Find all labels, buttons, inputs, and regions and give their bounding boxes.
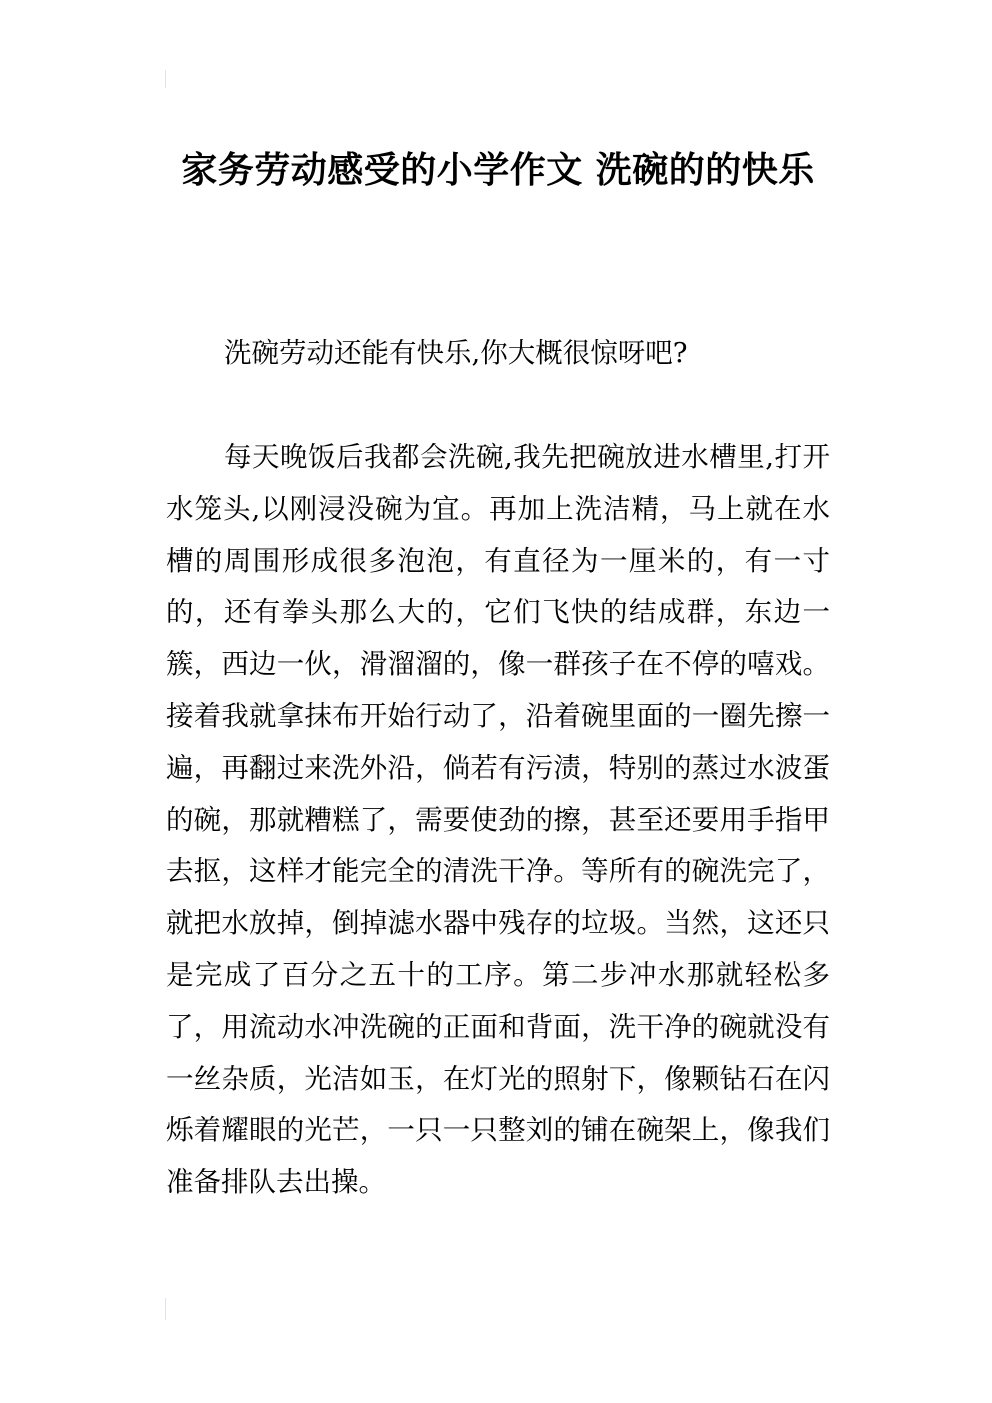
document-title: 家务劳动感受的小学作文 洗碗的的快乐 [181,150,815,192]
paragraph-intro: 洗碗劳动还能有快乐,你大概很惊呀吧? [224,337,688,369]
page-margin-mark-top [165,70,166,88]
paragraph-body: 每天晚饭后我都会洗碗,我先把碗放进水槽里,打开水笼头,以刚浸没碗为宜。再加上洗洁精，马上就在水槽的周围形成很多泡泡，有直径为一厘米的，有一寸的，还有拳头那么大的，它们飞快的结成群，东边一簇，西边一伙，滑溜溜的，像一群孩子在不停的嘻戏。接着我就拿抹布开始行动了，沿着碗里面的一圈先擦一遍，再翻过来洗外沿，倘若有污渍，特别的蒸过水波蛋的碗，那就糟糕了，需要使劲的擦，甚至还要用手指甲去抠，这样才能完全的清洗干净。等所有的碗洗完了，就把水放掉，倒掉滤水器中残存的垃圾。当然，这还只是完成了百分之五十的工序。第二步冲水那就轻松多了，用流动水冲洗碗的正面和背面，洗干净的碗就没有一丝杂质，光洁如玉，在灯光的照射下，像颗钻石在闪烁着耀眼的光芒，一只一只整刘的铺在碗架上，像我们准备排队去出操。 [166,441,830,1199]
page-margin-mark-bottom [165,1298,166,1320]
